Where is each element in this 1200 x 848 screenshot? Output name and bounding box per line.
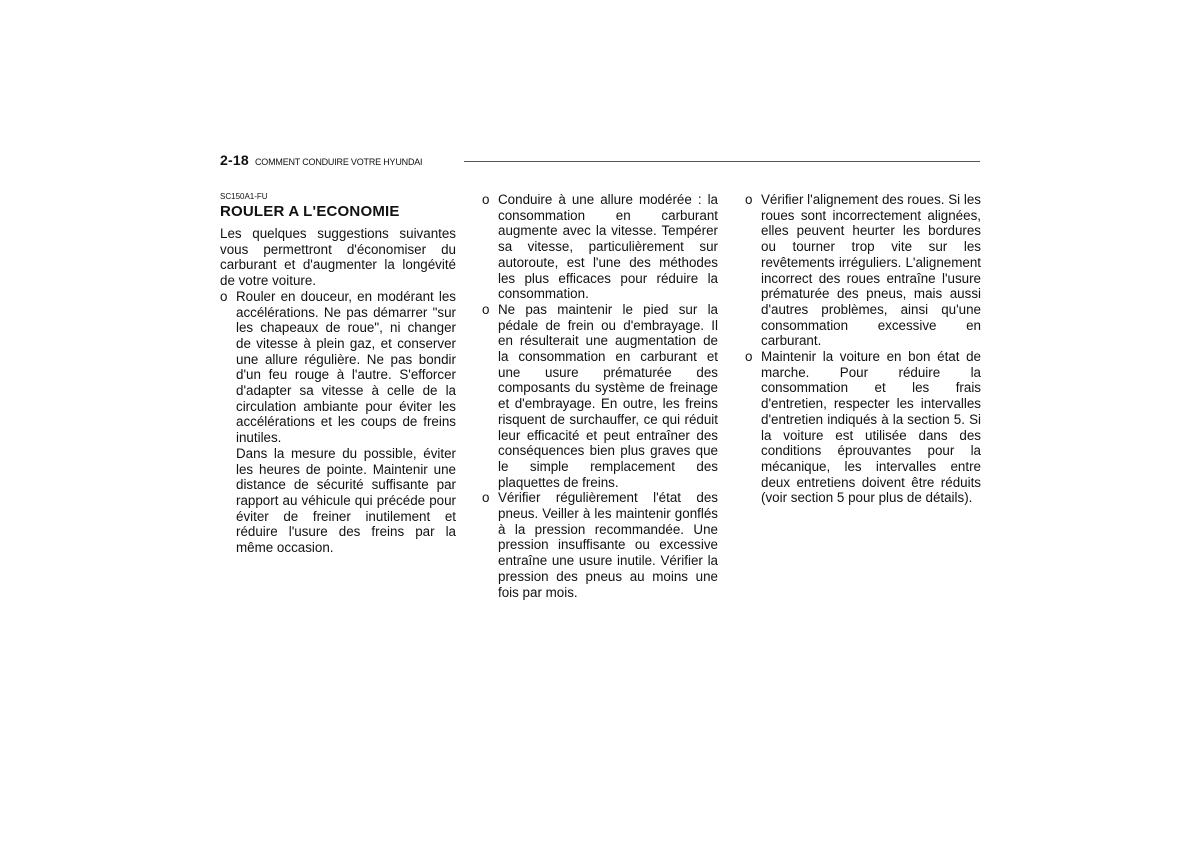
section-heading: ROULER A L'ECONOMIE (220, 203, 400, 220)
bullet-marker: o (745, 192, 753, 207)
list-item (220, 289, 456, 446)
header-rule (464, 161, 980, 162)
bullet-marker: o (220, 288, 228, 304)
list-item-text: Vérifier l'alignement des roues. Si les roues sont incorrectement alignées, elles peuvent heurter les bordures ou tourner trop vite sur les revêtements irréguliers. L'alignement incorrect des roues entraîne l'usure prématurée des pneus, mais aussi d'autres problèmes, ainsi qu'une consommation excessive en carburant. (761, 192, 981, 349)
section-code: SC150A1-FU (220, 192, 268, 201)
bullet-marker: o (482, 192, 490, 207)
running-section-title: COMMENT CONDUIRE VOTRE HYUNDAI (255, 157, 423, 167)
column-1 (220, 192, 456, 556)
bullet-marker: o (482, 301, 490, 317)
page-header (220, 150, 980, 170)
list-item-text: Vérifier régulièrement l'état des pneus. Veiller à les maintenir gonflés à la pression recommandée. Une pression insuffisante ou excessive entraîne une usure inutile. Vérifier la pression des pneus au moins une fois par mois. (498, 490, 718, 600)
list-item (482, 192, 718, 302)
bullet-marker: o (745, 349, 753, 365)
list-item (482, 490, 718, 600)
list-item (745, 349, 981, 506)
bullet-marker: o (482, 490, 490, 506)
column-3 (745, 192, 981, 506)
list-item-text: Ne pas maintenir le pied sur la pédale de frein ou d'embrayage. Il en résulterait une augmentation de la consommation en carburant et une usure prématurée des composants du système de freinage et d'embrayage. En outre, les freins risquent de surchauffer, ce qui réduit leur efficacité et peut entraîner des conséquences bien plus graves que le simple remplacement des plaquettes de freins. (498, 301, 718, 490)
intro-paragraph: Les quelques suggestions suivantes vous permettront d'économiser du carburant et d'augmenter la longévité de votre voiture. (220, 226, 456, 289)
list-item-text: Rouler en douceur, en modérant les accélérations. Ne pas démarrer "sur les chapeaux de roue", ni changer de vitesse à plein gaz, et conserver une allure régulière. Ne pas bondir d'un feu rouge à l'autre. S'efforcer d'adapter sa vitesse à celle de la circulation ambiante pour éviter les accélérations et les coups de freins inutiles. (236, 288, 456, 446)
list-item (745, 192, 981, 349)
list-item (482, 302, 718, 490)
column-2 (482, 192, 718, 600)
page-number: 2-18 (220, 152, 249, 168)
list-item-continuation: Dans la mesure du possible, éviter les heures de pointe. Maintenir une distance de sécurité suffisante par rapport au véhicule qui précéde pour éviter de freiner inutilement et réduire l'usure des freins par la même occasion. (236, 445, 456, 556)
list-item-text: Maintenir la voiture en bon état de marche. Pour réduire la consommation et les frais d'entretien, respecter les intervalles d'entretien indiqués à la section 5. Si la voiture est utilisée dans des conditions éprouvantes pour la mécanique, les intervalles entre deux entretiens doivent être réduits (voir section 5 pour plus de détails). (761, 349, 981, 506)
list-item-text: Conduire à une allure modérée : la consommation en carburant augmente avec la vitesse. Tempérer sa vitesse, particulièrement sur autoroute, est l'une des méthodes les plus efficaces pour réduire la consommation. (498, 192, 718, 302)
